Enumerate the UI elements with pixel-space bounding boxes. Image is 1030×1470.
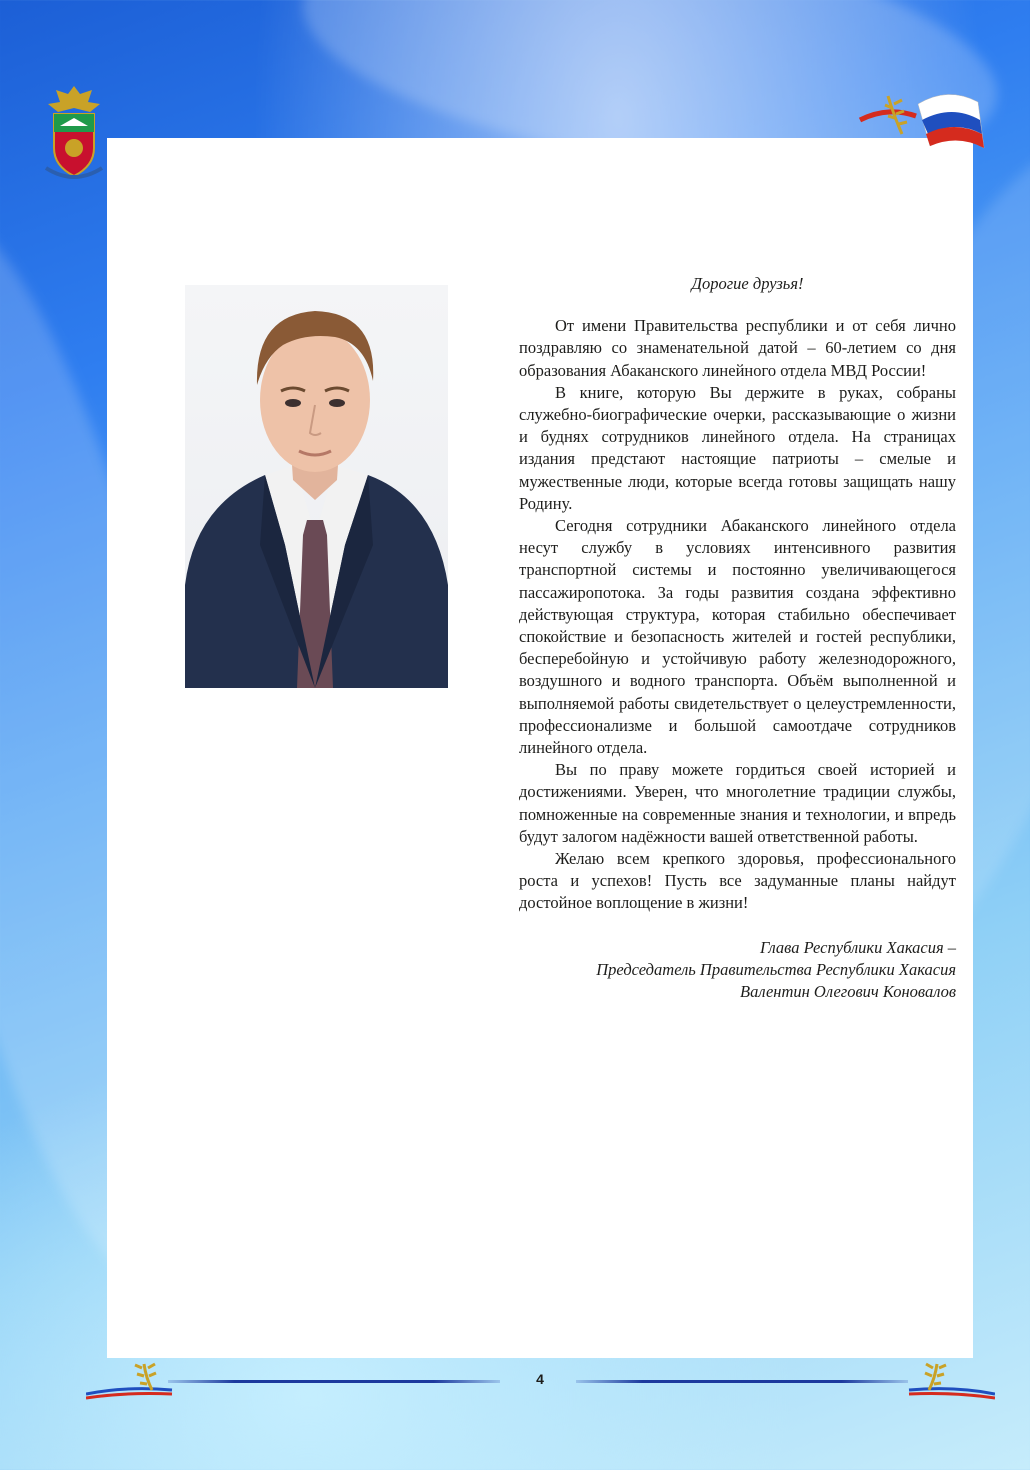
signature-block: [519, 937, 956, 1003]
signature-title: Глава Республики Хакасия –: [760, 937, 956, 957]
letter-text: [519, 273, 956, 1003]
signature-name: Валентин Олегович Коновалов: [740, 981, 956, 1001]
footer-rule: [576, 1380, 908, 1383]
letter-paragraph: В книге, которую Вы держите в руках, собраны служебно-биографические очерки, рассказывающие о жизни и буднях сотрудников линейного отдела. На страницах издания предстают настоящие патриоты – смелые и мужественные люди, которые всегда готовы защищать нашу Родину.: [519, 382, 956, 513]
laurel-ornament-icon: [86, 1356, 176, 1402]
portrait-photo: [185, 285, 448, 688]
russian-flag-ribbon-icon: [858, 86, 990, 158]
greeting: Дорогие друзья!: [691, 274, 804, 293]
page-number: 4: [536, 1371, 544, 1387]
letter-paragraph: Сегодня сотрудники Абаканского линейного отдела несут службу в условиях интенсивного развития транспортной системы и постоянно увеличивающегося пассажиропотока. За годы развития создана эффективно действующая структура, которая стабильно обеспечивает спокойствие и безопасность жителей и гостей республики, бесперебойную и устойчивую работу железнодорожного, воздушного и водного транспорта. Объём выполненной и выполняемой работы свидетельствует о целеустремленности, профессионализме и большой самоотдаче сотрудников линейного отдела.: [519, 516, 956, 758]
letter-paragraph: Желаю всем крепкого здоровья, профессионального роста и успехов! Пусть все задуманные планы найдут достойное воплощение в жизни!: [519, 849, 956, 913]
letter-paragraph: Вы по праву можете гордиться своей историей и достижениями. Уверен, что многолетние традиции службы, помноженные на современные знания и технологии, и впредь будут залогом надёжности вашей ответственной работы.: [519, 760, 956, 846]
letter-paragraph: От имени Правительства республики и от себя лично поздравляю со знаменательной датой – 60-летием со дня образования Абаканского линейного отдела МВД России!: [519, 316, 956, 380]
signature-position: Председатель Правительства Республики Хакасия: [596, 959, 956, 979]
footer-rule: [168, 1380, 500, 1383]
mvd-emblem-icon: [40, 82, 108, 182]
portrait-illustration: [185, 285, 448, 688]
laurel-ornament-icon: [905, 1356, 995, 1402]
